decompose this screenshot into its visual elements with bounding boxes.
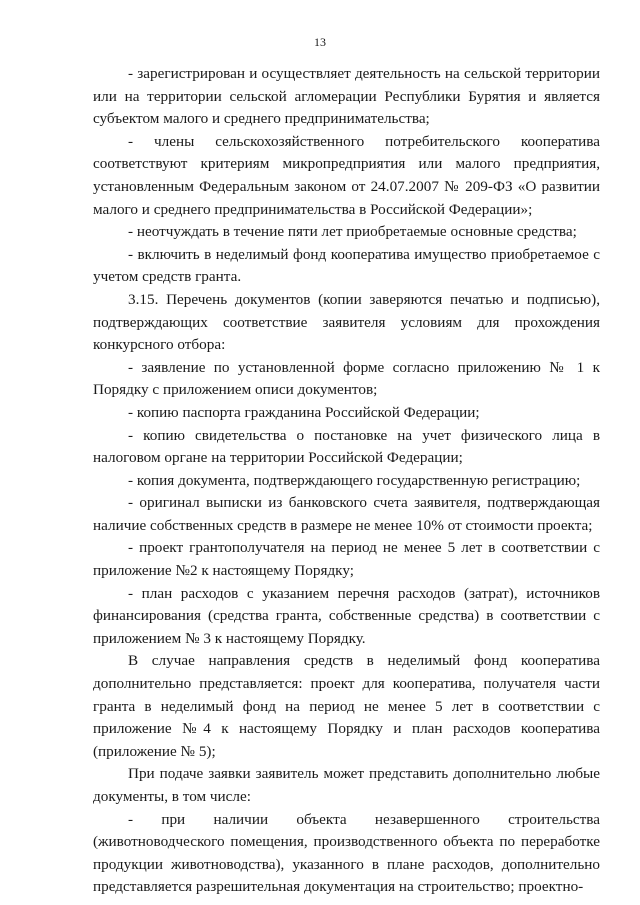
paragraph: - зарегистрирован и осуществляет деятельность на сельской территории или на территории сельской агломерации Республики Бурятия и является субъектом малого и среднего предпринимательства;	[93, 65, 600, 128]
paragraph: В случае направления средств в неделимый фонд кооператива дополнительно представляется: проект для кооператива, получателя части гранта в неделимый фонд на период не менее 5 лет в соответствии с приложение №4 к настоящему Порядку и план расходов кооператива (приложение № 5);	[93, 652, 600, 760]
paragraph: - неотчуждать в течение пяти лет приобретаемые основные средства;	[128, 223, 577, 241]
paragraph: - при наличии объекта незавершенного строительства (животноводческого помещения, производственного объекта по переработке продукции животноводства), указанного в плане расходов, дополнительно представляется разрешительная документация на строительство; проектно-	[93, 810, 600, 896]
paragraph: - включить в неделимый фонд кооператива имущество приобретаемое с учетом средств гранта.	[93, 245, 600, 286]
paragraph: - оригинал выписки из банковского счета заявителя, подтверждающая наличие собственных средств в размере не менее 10% от стоимости проекта;	[93, 494, 600, 534]
paragraph: - члены сельскохозяйственного потребительского кооператива соответствуют критериям микропредприятия или малого предприятия, установленным Федеральным законом от 24.07.2007 № 209-ФЗ «О развитии малого и среднего предпринимательства в Российской Федерации»;	[93, 132, 600, 218]
page-number: 13	[314, 35, 326, 49]
paragraph: - заявление по установленной форме согласно приложению № 1 к Порядку с приложением описи документов;	[93, 358, 600, 399]
paragraph: - копия документа, подтверждающего государственную регистрацию;	[128, 471, 581, 489]
section-heading-paragraph: 3.15. Перечень документов (копии заверяются печатью и подписью), подтверждающих соответствие заявителя условиям для прохождения конкурсного отбора:	[93, 290, 600, 354]
paragraph: - копию паспорта гражданина Российской Федерации;	[128, 403, 480, 421]
document-body	[93, 63, 600, 899]
paragraph: - проект грантополучателя на период не менее 5 лет в соответствии с приложение №2 к настоящему Порядку;	[93, 539, 600, 580]
paragraph: При подаче заявки заявитель может представить дополнительно любые документы, в том числе:	[93, 765, 600, 805]
paragraph: - копию свидетельства о постановке на учет физического лица в налоговом органе на территории Российской Федерации;	[93, 426, 600, 467]
paragraph: - план расходов с указанием перечня расходов (затрат), источников финансирования (средства гранта, собственные средства) в соответствии с приложением № 3 к настоящему Порядку.	[93, 584, 600, 647]
